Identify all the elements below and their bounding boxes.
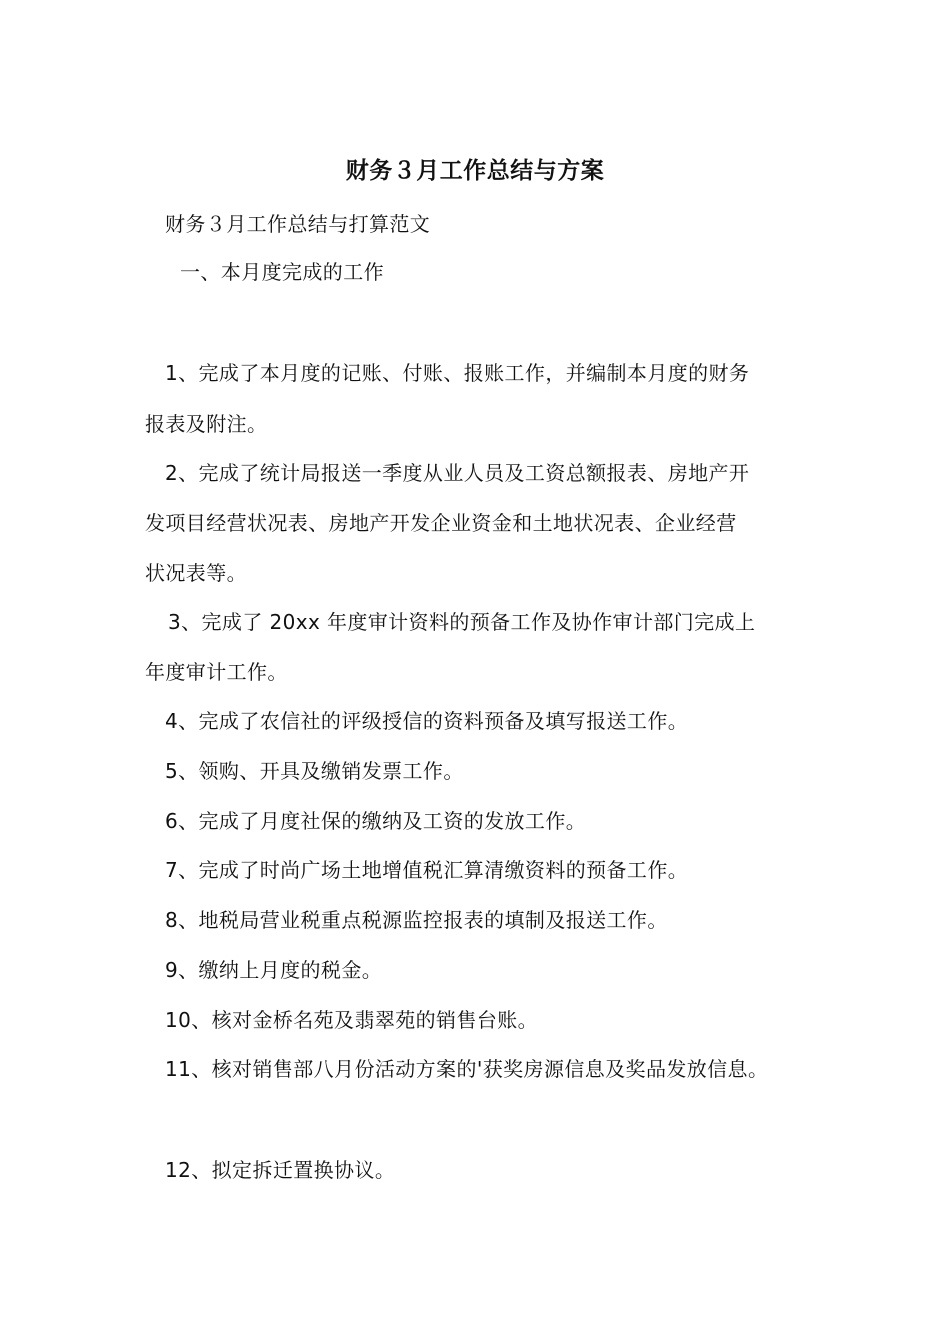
list-item-8: 8、地税局营业税重点税源监控报表的填制及报送工作。 [165, 908, 668, 932]
document-subtitle: 财务３月工作总结与打算范文 [165, 212, 431, 236]
list-item-2-line-3: 状况表等。 [145, 561, 247, 585]
list-item-12: 12、拟定拆迁置换协议。 [165, 1158, 396, 1182]
list-item-3-line-1: 3、完成了 20xx 年度审计资料的预备工作及协作审计部门完成上 [168, 610, 756, 634]
list-item-2-line-1: 2、完成了统计局报送一季度从业人员及工资总额报表、房地产开 [165, 461, 750, 485]
list-item-9: 9、缴纳上月度的税金。 [165, 958, 383, 982]
list-item-7: 7、完成了时尚广场土地增值税汇算清缴资料的预备工作。 [165, 858, 689, 882]
section-heading: 一、本月度完成的工作 [180, 260, 384, 284]
list-item-11: 11、核对销售部八月份活动方案的'获奖房源信息及奖品发放信息。 [165, 1057, 769, 1081]
list-item-1-line-1: 1、完成了本月度的记账、付账、报账工作，并编制本月度的财务 [165, 361, 750, 385]
list-item-1-line-2: 报表及附注。 [145, 412, 268, 436]
list-item-3-line-2: 年度审计工作。 [145, 660, 288, 684]
list-item-6: 6、完成了月度社保的缴纳及工资的发放工作。 [165, 809, 587, 833]
list-item-10: 10、核对金桥名苑及翡翠苑的销售台账。 [165, 1008, 539, 1032]
list-item-2-line-2: 发项目经营状况表、房地产开发企业资金和土地状况表、企业经营 [145, 511, 737, 535]
list-item-5: 5、领购、开具及缴销发票工作。 [165, 759, 464, 783]
document-title: 财务３月工作总结与方案 [345, 158, 605, 184]
list-item-4: 4、完成了农信社的评级授信的资料预备及填写报送工作。 [165, 709, 689, 733]
